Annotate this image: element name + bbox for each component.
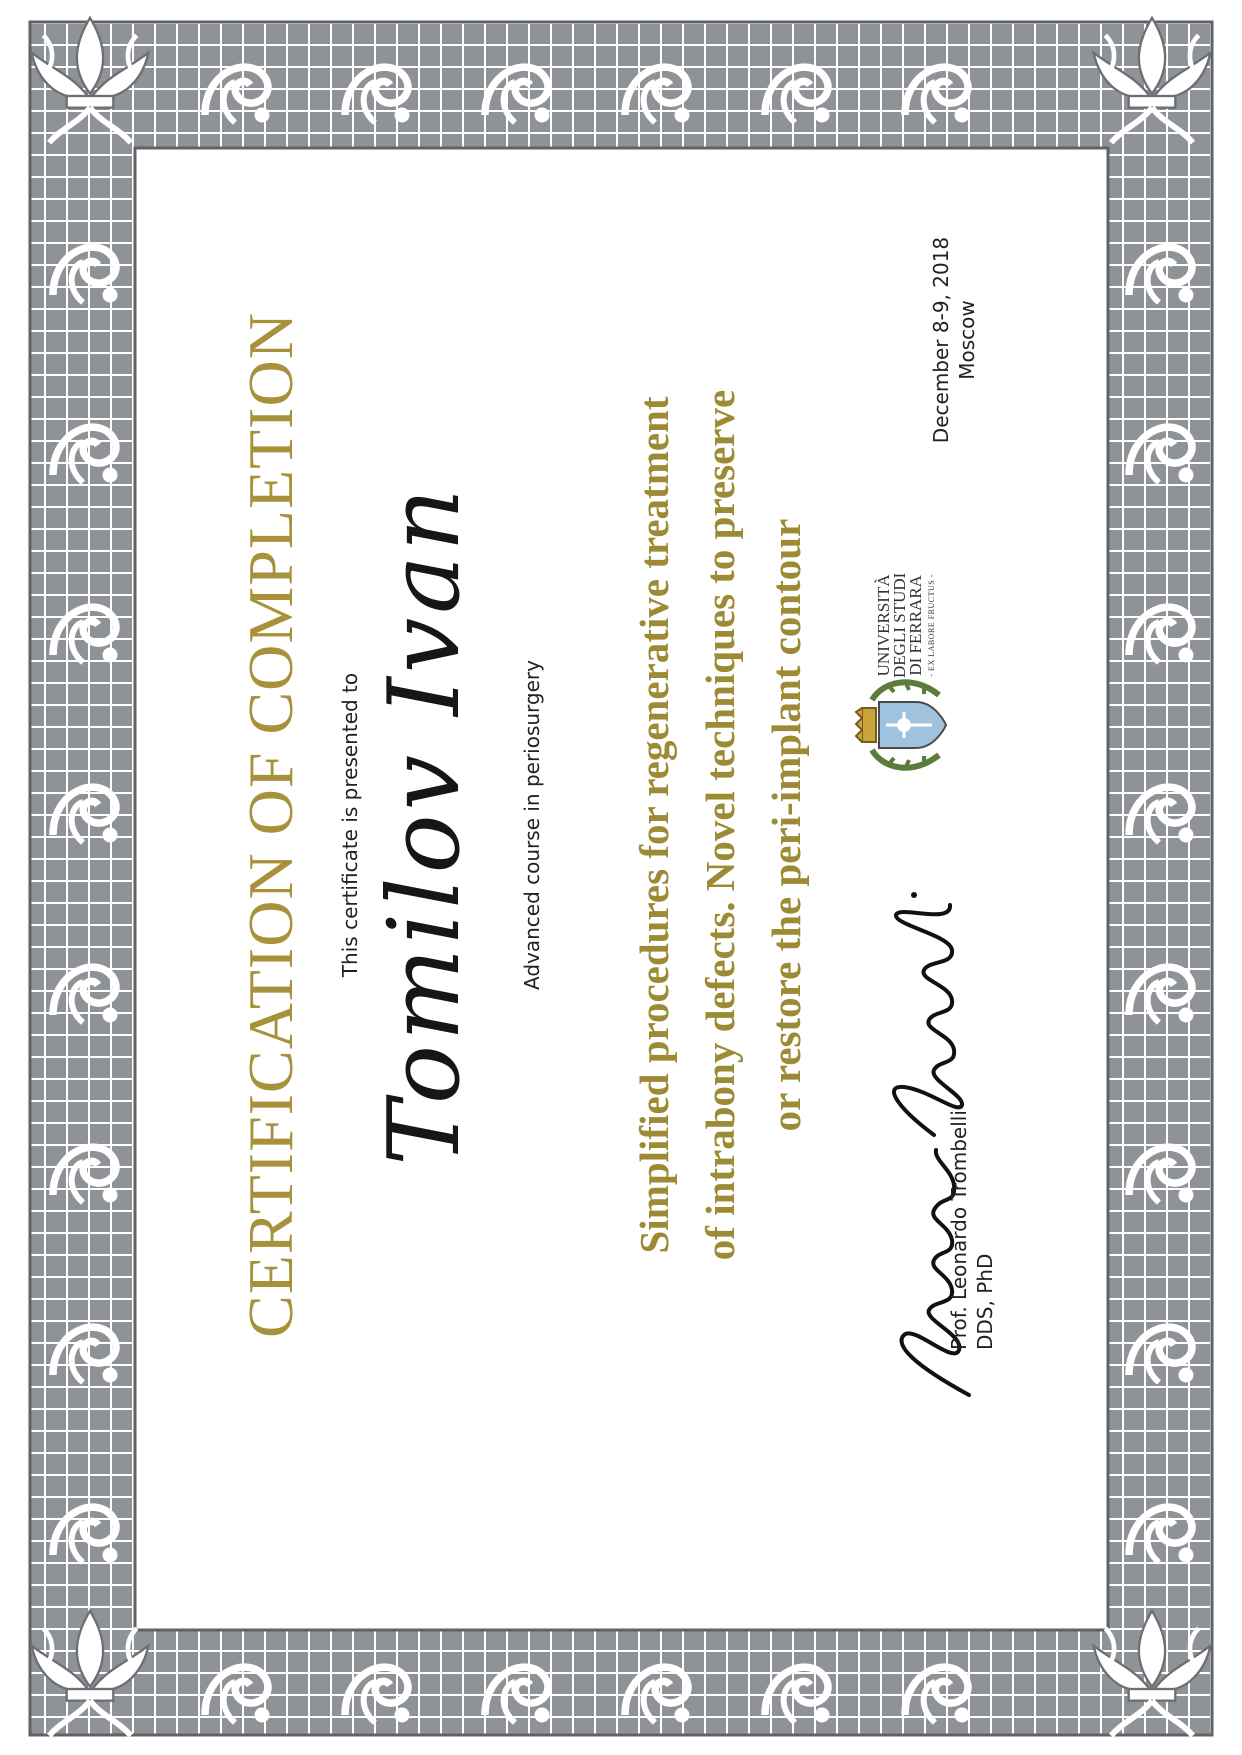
presented-to-text: This certificate is presented to xyxy=(338,672,362,978)
university-name xyxy=(876,573,940,678)
certificate-content xyxy=(234,150,1014,1500)
signatory-credentials: DDS, PhD xyxy=(973,1253,997,1350)
event-date: December 8-9, 2018 xyxy=(929,236,953,444)
event-city: Moscow xyxy=(955,300,979,380)
topic-line-2: of intrabony defects. Novel techniques to preserve xyxy=(697,389,743,1261)
recipient-name: Tomilov Ivan xyxy=(368,484,482,1166)
university-line-3: DI FERRARA xyxy=(906,575,925,676)
certificate-title: CERTIFICATION OF COMPLETION xyxy=(235,312,306,1338)
course-type: Advanced course in periosurgery xyxy=(520,660,544,990)
topic-line-3: or restore the peri-implant contour xyxy=(763,518,809,1132)
university-motto: - EX LABORE FRUCTUS - xyxy=(927,574,936,677)
university-line-1: UNIVERSITÀ xyxy=(874,574,893,677)
university-seal-icon xyxy=(854,670,964,780)
signatory-name: Prof. Leonardo Trombelli xyxy=(947,1110,971,1350)
date-location xyxy=(928,180,980,500)
signatory-block xyxy=(946,1110,998,1350)
university-line-2: DEGLI STUDI xyxy=(890,572,909,678)
topic-line-1: Simplified procedures for regenerative treatment xyxy=(631,396,677,1254)
